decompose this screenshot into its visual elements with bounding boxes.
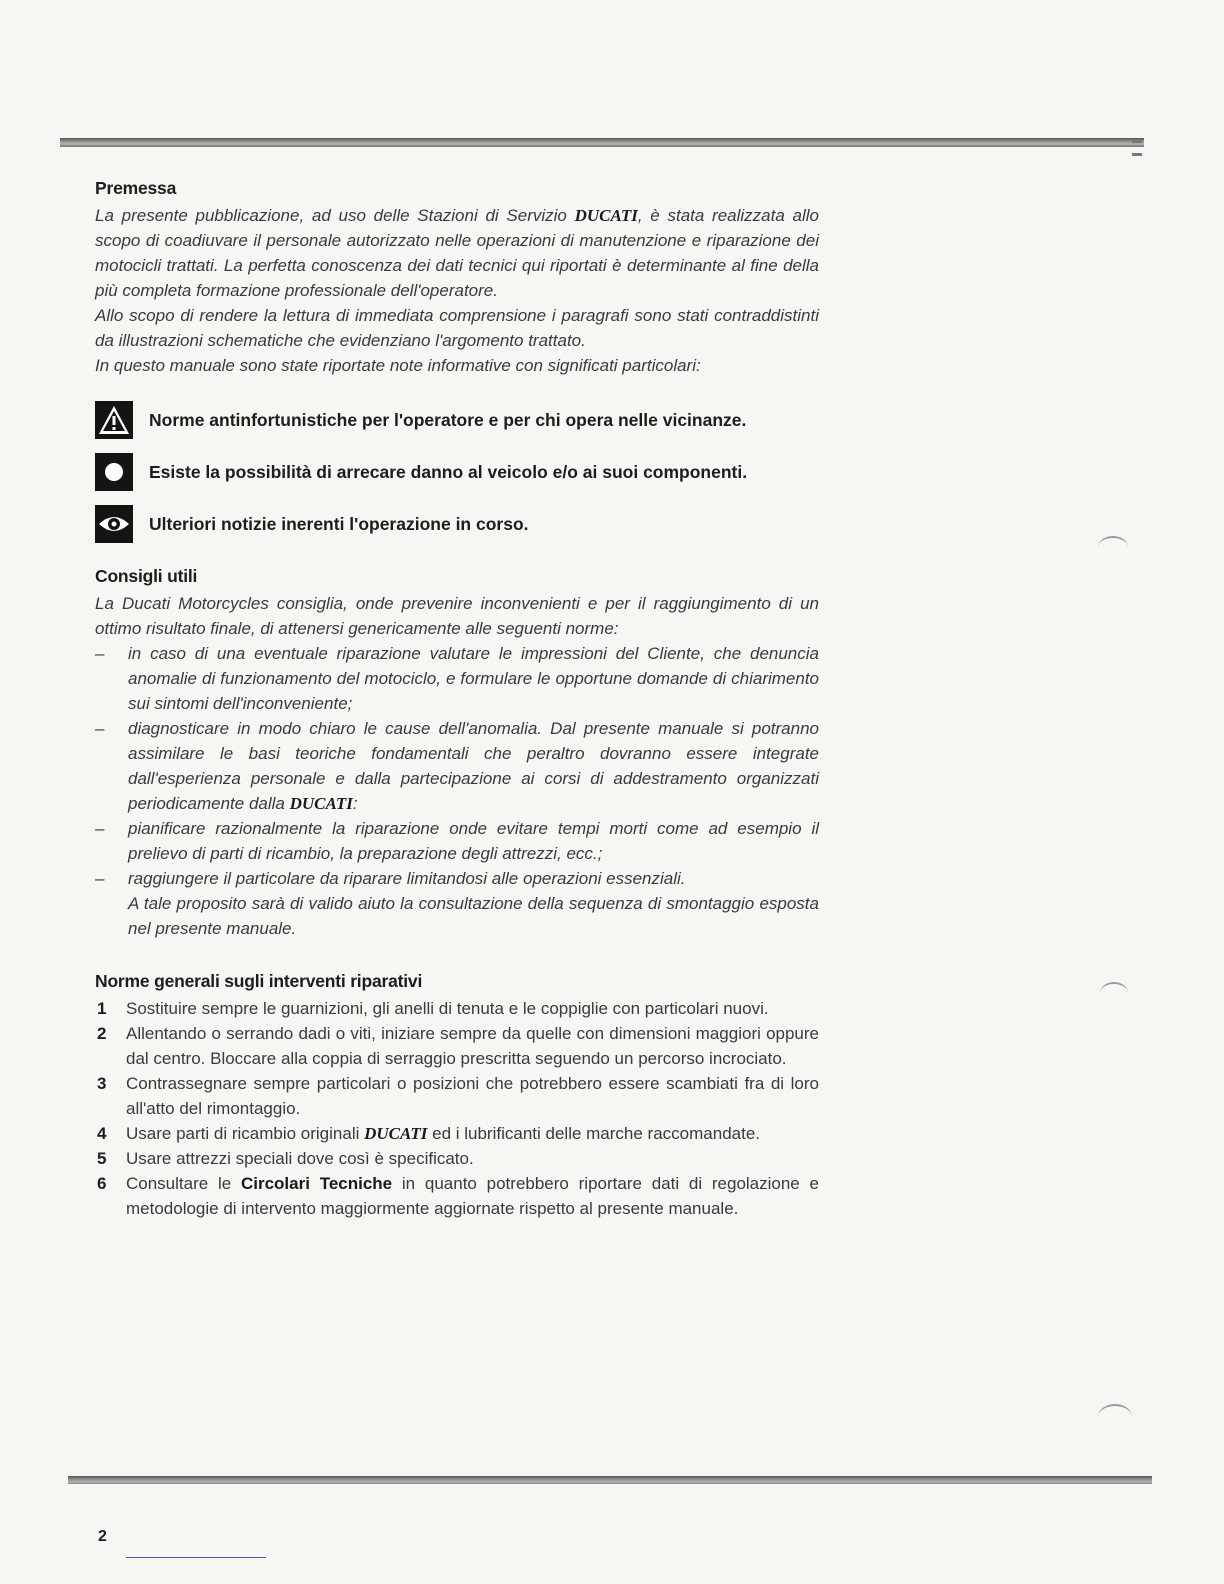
list-item: 6 Consultare le Circolari Tecniche in quanto potrebbero riportare dati di regolazione e metodologie di intervento maggiormente aggiornate rispetto al presente manuale. [97,1174,819,1218]
header-corner-mark [1132,140,1142,156]
brand-name: DUCATI [574,206,638,225]
section-title-consigli: Consigli utili [95,566,198,586]
footer-link-line [126,1557,266,1558]
page-number: 2 [98,1528,107,1545]
brand-name: DUCATI [289,794,353,813]
note-warning [95,400,819,440]
note-important-label: Esiste la possibilità di arrecare danno al veicolo e/o ai suoi componenti. [149,461,748,482]
warning-icon [95,401,133,439]
brand-name: DUCATI [364,1124,428,1143]
list-item: – raggiungere il particolare da riparare limitandosi alle operazioni essenziali. [95,866,819,891]
list-item: – pianificare razionalmente la riparazione onde evitare tempi morti come ad esempio il prelievo di parti di ricambio, la preparazione degli attrezzi, ecc.; [95,816,819,866]
footer-rule [68,1476,1152,1484]
margin-mark [1098,536,1128,558]
premessa-paragraph-2: Allo scopo di rendere la lettura di immediata comprensione i paragrafi sono stati contraddistinti da illustrazioni schematiche che evidenziano l'argomento trattato. [95,306,819,350]
consigli-intro: La Ducati Motorcycles consiglia, onde prevenire inconvenienti e per il raggiungimento di un ottimo risultato finale, di attenersi genericamente alle seguenti norme: [95,594,819,638]
list-item: 2 Allentando o serrando dadi o viti, iniziare sempre da quelle con dimensioni maggiori oppure dal centro. Bloccare alla coppia di serraggio prescritta seguendo un percorso incrociato. [97,1024,819,1068]
margin-mark [1098,1404,1132,1430]
premessa-paragraph-3: In questo manuale sono state riportate note informative con significati particolari: [95,356,701,375]
list-item: 1 Sostituire sempre le guarnizioni, gli anelli di tenuta e le coppiglie con particolari nuovi. [97,999,769,1018]
consigli-list [95,641,819,891]
eye-icon [95,505,133,543]
premessa-paragraph-1: La presente pubblicazione, ad uso delle Stazioni di Servizio DUCATI, è stata realizzata allo scopo di coadiuvare il personale autorizzato nelle operazioni di manutenzione e riparazione dei motocicli trattati. La perfetta conoscenza dei dati tecnici qui riportati è determinante al fine della più completa formazione professionale dell'operatore. [95,206,819,300]
note-legend [95,400,819,544]
note-important [95,452,819,492]
list-item: – in caso di una eventuale riparazione valutare le impressioni del Cliente, che denuncia anomalie di funzionamento del motociclo, e formulare le opportune domande di chiarimento sui sintomi dell'inconveniente; [95,641,819,716]
margin-mark [1100,982,1128,1004]
list-item: – diagnosticare in modo chiaro le cause dell'anomalia. Dal presente manuale si potranno assimilare le basi teoriche fondamentali che peraltro dovranno essere integrate dall'esperienza personale e dalla partecipazione ai corsi di addestramento organizzati periodicamente dalla DUCATI: [95,716,819,816]
list-item: 3 Contrassegnare sempre particolari o posizioni che potrebbero essere scambiati fra di loro all'atto del rimontaggio. [97,1074,819,1118]
consigli-follow-text: A tale proposito sarà di valido aiuto la consultazione della sequenza di smontaggio esposta nel presente manuale. [128,894,819,938]
section-title-norme: Norme generali sugli interventi riparativi [95,971,423,991]
list-item: 4 Usare parti di ricambio originali DUCATI ed i lubrificanti delle marche raccomandate. [97,1124,761,1143]
note-info-label: Ulteriori notizie inerenti l'operazione in corso. [149,513,529,534]
header-rule [60,138,1144,147]
note-info [95,504,819,544]
important-icon [95,453,133,491]
norme-list [95,996,819,1221]
page-content [95,178,819,1221]
note-warning-label: Norme antinfortunistiche per l'operatore e per chi opera nelle vicinanze. [149,409,747,430]
list-item: 5 Usare attrezzi speciali dove così è specificato. [97,1149,474,1168]
section-title-premessa: Premessa [95,178,177,198]
